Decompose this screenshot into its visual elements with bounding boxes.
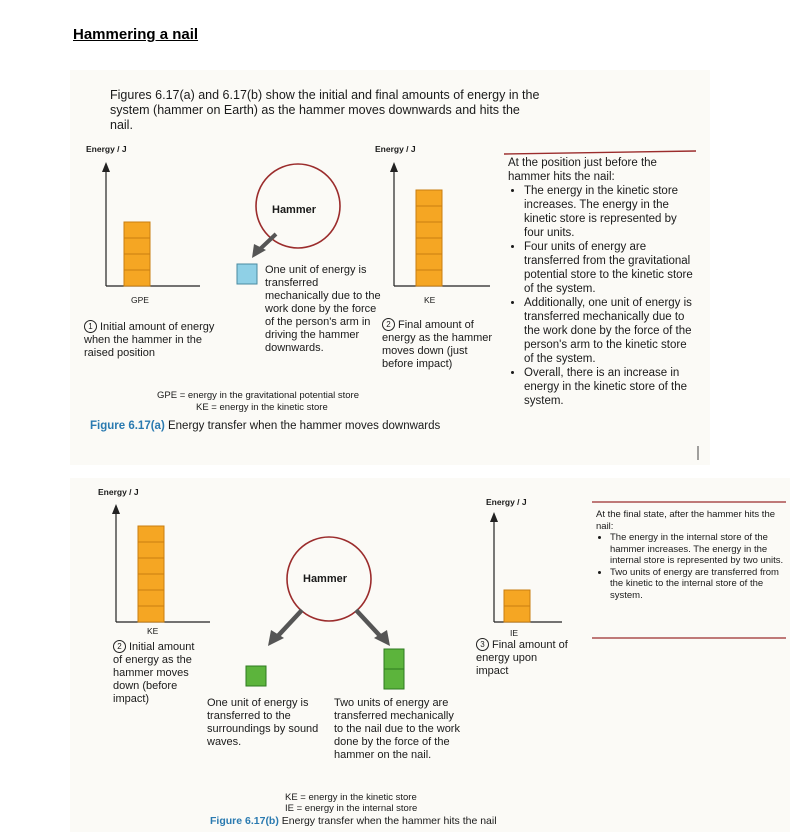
fig-b-callout-3 — [476, 638, 571, 678]
fig-b-hammer-label: Hammer — [303, 573, 348, 585]
note-a-intro: At the position just before the hammer hits the nail: — [508, 157, 657, 183]
energy-unit-block — [416, 206, 442, 222]
fig-b-nail-text: Two units of energy are transferred mechanically to the nail due to the work done by the force of the hammer on the nail. — [334, 697, 460, 761]
energy-unit-block — [124, 254, 150, 270]
energy-unit-block — [124, 222, 150, 238]
energy-unit-block — [138, 574, 164, 590]
note-a-bullet: • The energy in the kinetic store increases. The energy in the kinetic store is represented by four units. — [524, 184, 693, 240]
fig-a-gpe-bar — [124, 222, 150, 286]
fig-b-sound-unit — [246, 666, 266, 686]
energy-unit-block — [504, 590, 530, 606]
energy-unit-block — [138, 558, 164, 574]
fig-b-ie-label: IE — [510, 628, 519, 638]
fig-a-right-y-arrow — [390, 162, 398, 172]
energy-unit-block — [138, 606, 164, 622]
note-b — [596, 509, 788, 601]
fig-a-unit-square — [237, 264, 257, 284]
fig-a-hammer-label: Hammer — [272, 204, 317, 216]
fig-a-caption-text: Energy transfer when the hammer moves downwards — [167, 420, 441, 432]
fig-b-callout-2-text: Initial amount of energy as the hammer moves down (before impact) — [113, 641, 195, 705]
fig-a-gpe-label: GPE — [131, 295, 149, 305]
fig-b-callout-2 — [113, 640, 203, 706]
fig-b-nail-arrow — [356, 610, 382, 638]
fig-b-left-y-arrow — [112, 504, 120, 514]
note-b-bullet: • The energy in the internal store of the hammer increases. The energy in the internal store is represented by two units. — [610, 532, 788, 567]
page-heading: Hammering a nail — [73, 26, 199, 43]
note-a-top-rule — [504, 151, 696, 154]
fig-b-key-ke: KE = energy in the kinetic store — [285, 792, 417, 803]
note-b-list — [596, 532, 788, 601]
fig-a-axis-label-left: Energy / J — [86, 144, 127, 154]
fig-a-transfer-text: One unit of energy is transferred mechanically due to the work done by the force of the person's arm in driving the hammer downwards. — [265, 264, 381, 354]
fig-a-callout-2 — [382, 318, 494, 371]
energy-unit-block — [416, 222, 442, 238]
fig-b-right-y-arrow — [490, 512, 498, 522]
note-b-intro: At the final state, after the hammer hits the nail: — [596, 509, 776, 532]
callout-1-number: 1 — [84, 320, 97, 333]
fig-b-caption-number: Figure 6.17(b) — [210, 815, 279, 827]
fig-b-ke-label: KE — [147, 626, 159, 636]
energy-unit-block — [504, 606, 530, 622]
fig-b-sound-arrow — [276, 610, 302, 638]
fig-b-callout-3-text: Final amount of energy upon impact — [476, 639, 568, 677]
fig-b-nail-unit-1 — [384, 649, 404, 669]
fig-b-nail-unit-2 — [384, 669, 404, 689]
energy-unit-block — [124, 238, 150, 254]
note-a-list — [508, 184, 693, 408]
callout-2-text: Final amount of energy as the hammer moves down (just before impact) — [382, 319, 493, 370]
energy-unit-block — [416, 254, 442, 270]
fig-b-ke-bar — [138, 526, 164, 622]
energy-unit-block — [416, 190, 442, 206]
energy-unit-block — [138, 590, 164, 606]
fig-a-caption — [90, 420, 440, 432]
intro-text: Figures 6.17(a) and 6.17(b) show the initial and final amounts of energy in the system (hammer on Earth) as the hammer moves downwards and hits the nail. — [110, 88, 540, 132]
energy-unit-block — [138, 542, 164, 558]
energy-unit-block — [416, 238, 442, 254]
fig-b-axis-label-right: Energy / J — [486, 497, 527, 507]
energy-unit-block — [138, 526, 164, 542]
fig-b-ie-bar — [504, 590, 530, 622]
note-b-bullet: • Two units of energy are transferred from the kinetic to the internal store of the system. — [610, 567, 788, 602]
callout-2-number: 2 — [382, 318, 395, 331]
fig-b-axis-label-left: Energy / J — [98, 487, 139, 497]
callout-1-text: Initial amount of energy when the hammer in the raised position — [84, 321, 215, 359]
fig-b-key-ie: IE = energy in the internal store — [285, 803, 418, 814]
fig-a-ke-bar — [416, 190, 442, 286]
note-a-bullet: • Additionally, one unit of energy is transferred mechanically due to the work done by the force of the person's arm to the kinetic store of the system. — [524, 296, 693, 366]
fig-b-caption-text: Energy transfer when the hammer hits the nail — [281, 815, 497, 827]
note-a — [508, 156, 693, 408]
energy-unit-block — [416, 270, 442, 286]
fig-a-callout-1 — [84, 320, 234, 360]
fig-b-callout-2-number: 2 — [113, 640, 126, 653]
fig-a-left-y-arrow — [102, 162, 110, 172]
note-a-bullet: • Overall, there is an increase in energy in the kinetic store of the system. — [524, 366, 693, 408]
fig-a-ke-label: KE — [424, 295, 436, 305]
fig-a-key-gpe: GPE = energy in the gravitational potential store — [157, 390, 359, 401]
note-a-bullet: • Four units of energy are transferred from the gravitational potential store to the kinetic store of the system. — [524, 240, 693, 296]
fig-b-caption — [210, 815, 497, 827]
fig-a-axis-label-right: Energy / J — [375, 144, 416, 154]
fig-a-caption-number: Figure 6.17(a) — [90, 420, 165, 432]
fig-b-sound-text: One unit of energy is transferred to the surroundings by sound waves. — [207, 697, 319, 748]
energy-unit-block — [124, 270, 150, 286]
fig-b-callout-3-number: 3 — [476, 638, 489, 651]
fig-a-key-ke: KE = energy in the kinetic store — [196, 402, 328, 413]
